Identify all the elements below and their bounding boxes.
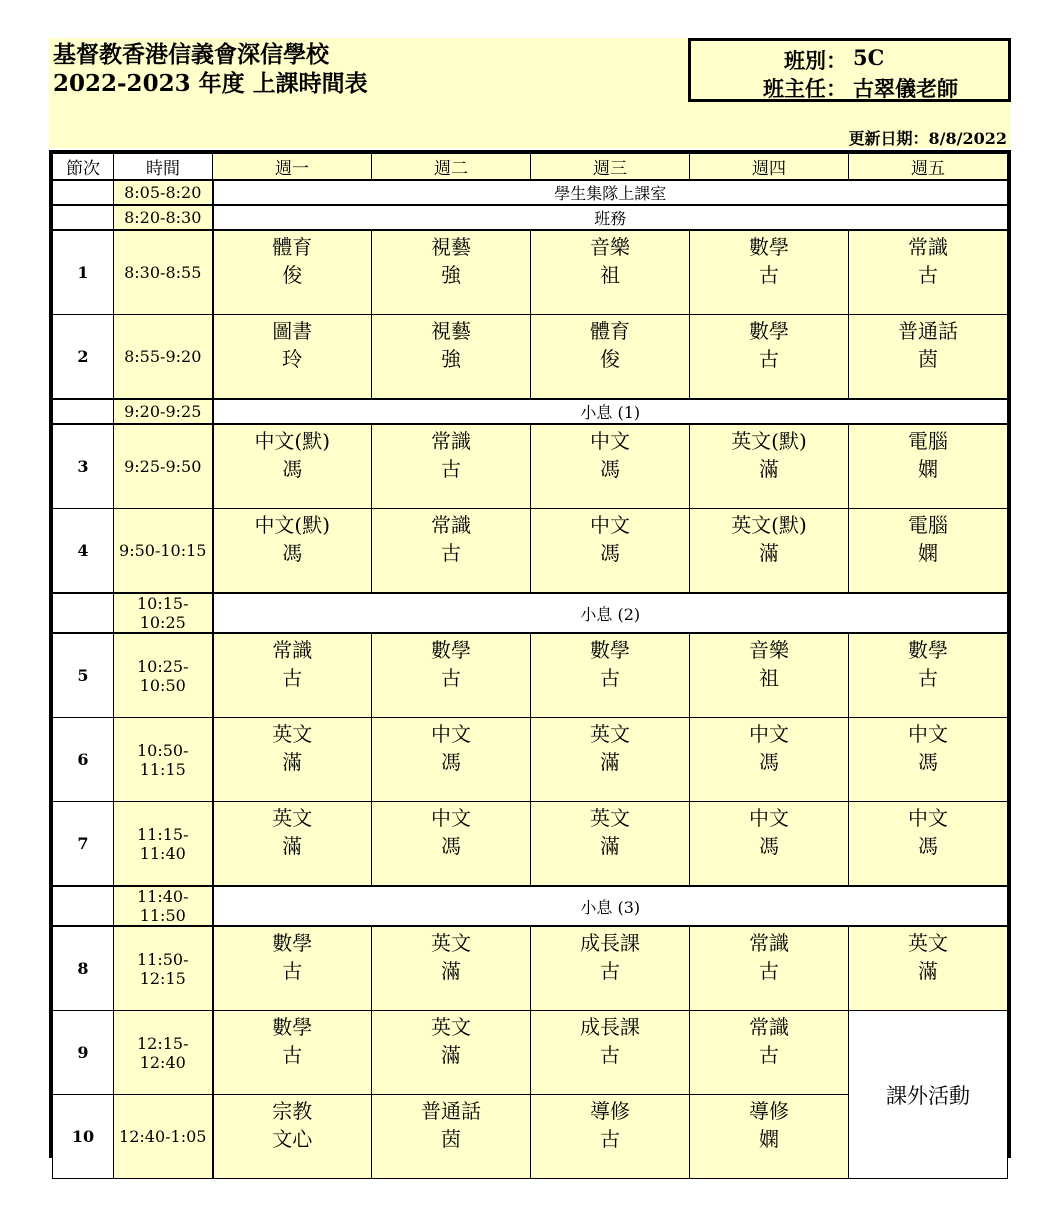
lesson-teacher: 古 <box>600 959 620 983</box>
lesson-subject: 視藝 <box>431 319 471 343</box>
lesson-subject: 中文 <box>749 722 789 746</box>
teacher-label: 班主任： <box>763 76 847 101</box>
lesson-cell <box>849 315 1008 400</box>
lesson-subject: 普通話 <box>898 319 958 343</box>
lesson-subject: 中文(默) <box>254 429 331 453</box>
lesson-teacher: 文心 <box>272 1127 313 1151</box>
period-number <box>53 205 114 230</box>
break-label: 小息 (1) <box>213 399 1008 424</box>
lesson-subject: 體育 <box>590 319 630 343</box>
period-number <box>53 593 114 633</box>
period-number: 9 <box>53 1011 114 1095</box>
lesson-subject: 數學 <box>908 638 948 662</box>
lesson-cell <box>690 633 849 718</box>
lesson-subject: 常識 <box>431 429 471 453</box>
lesson-subject: 英文 <box>590 806 630 830</box>
lesson-row <box>53 509 1008 594</box>
lesson-subject: 數學 <box>749 235 789 259</box>
timetable-header <box>49 38 1011 148</box>
header-period: 節次 <box>53 154 114 181</box>
lesson-subject: 導修 <box>749 1099 789 1123</box>
lesson-subject: 數學 <box>272 1015 313 1039</box>
lesson-teacher: 嫻 <box>759 1127 779 1151</box>
lesson-teacher: 滿 <box>600 750 620 774</box>
period-number: 10 <box>53 1095 114 1179</box>
lesson-subject: 圖書 <box>272 319 313 343</box>
lesson-cell <box>690 718 849 802</box>
break-row <box>53 593 1008 633</box>
header-day: 週二 <box>372 154 531 181</box>
period-time: 8:30-8:55 <box>114 230 213 315</box>
lesson-cell <box>690 315 849 400</box>
lesson-cell <box>849 509 1008 594</box>
lesson-cell <box>213 230 372 315</box>
lesson-teacher: 嫻 <box>918 541 938 565</box>
period-time: 10:50-11:15 <box>114 718 213 802</box>
lesson-teacher: 古 <box>282 666 303 690</box>
lesson-cell <box>372 802 531 887</box>
lesson-cell <box>690 1011 849 1095</box>
break-row <box>53 180 1008 205</box>
lesson-subject: 英文(默) <box>731 513 807 537</box>
lesson-subject: 常識 <box>908 235 948 259</box>
lesson-teacher: 滿 <box>759 541 779 565</box>
period-number <box>53 399 114 424</box>
lesson-row <box>53 926 1008 1011</box>
lesson-subject: 導修 <box>590 1099 630 1123</box>
period-number: 5 <box>53 633 114 718</box>
teacher-value: 古翠儀老師 <box>853 76 958 101</box>
lesson-teacher: 古 <box>600 1127 620 1151</box>
lesson-cell <box>849 230 1008 315</box>
lesson-teacher: 茵 <box>918 347 938 371</box>
lesson-teacher: 馮 <box>600 457 620 481</box>
lesson-cell <box>531 1095 690 1179</box>
lesson-teacher: 馮 <box>441 834 461 858</box>
lesson-subject: 數學 <box>272 931 313 955</box>
lesson-subject: 電腦 <box>908 513 948 537</box>
lesson-cell <box>213 802 372 887</box>
class-label: 班別： <box>784 48 847 73</box>
lesson-subject: 中文 <box>590 513 630 537</box>
lesson-teacher: 強 <box>441 347 461 371</box>
period-time: 8:20-8:30 <box>114 205 213 230</box>
period-time: 12:15-12:40 <box>114 1011 213 1095</box>
lesson-cell <box>849 718 1008 802</box>
lesson-teacher: 古 <box>759 1043 779 1067</box>
lesson-subject: 成長課 <box>580 1015 640 1039</box>
extracurricular-activity: 課外活動 <box>849 1011 1008 1179</box>
lesson-teacher: 馮 <box>759 834 779 858</box>
header-day: 週一 <box>213 154 372 181</box>
updated-date: 更新日期：8/8/2022 <box>848 129 1007 148</box>
period-time: 9:25-9:50 <box>114 424 213 509</box>
lesson-cell <box>213 633 372 718</box>
period-number <box>53 886 114 926</box>
lesson-subject: 常識 <box>749 931 789 955</box>
timetable-grid <box>49 150 1011 1158</box>
lesson-cell <box>849 633 1008 718</box>
lesson-teacher: 古 <box>282 959 303 983</box>
period-time: 10:25-10:50 <box>114 633 213 718</box>
lesson-teacher: 俊 <box>600 347 620 371</box>
lesson-subject: 常識 <box>431 513 471 537</box>
lesson-subject: 英文 <box>590 722 630 746</box>
lesson-teacher: 俊 <box>282 263 303 287</box>
lesson-subject: 中文 <box>431 806 471 830</box>
lesson-cell <box>372 718 531 802</box>
lesson-teacher: 滿 <box>759 457 779 481</box>
lesson-cell <box>531 718 690 802</box>
lesson-subject: 中文 <box>749 806 789 830</box>
lesson-cell <box>372 1095 531 1179</box>
lesson-teacher: 古 <box>600 666 620 690</box>
lesson-teacher: 馮 <box>282 457 303 481</box>
break-label: 學生集隊上課室 <box>213 180 1008 205</box>
lesson-teacher: 玲 <box>282 347 303 371</box>
lesson-cell <box>213 424 372 509</box>
lesson-subject: 中文(默) <box>254 513 331 537</box>
period-time: 11:50-12:15 <box>114 926 213 1011</box>
lesson-cell <box>372 315 531 400</box>
lesson-teacher: 古 <box>600 1043 620 1067</box>
lesson-teacher: 馮 <box>918 750 938 774</box>
break-row <box>53 399 1008 424</box>
lesson-cell <box>849 424 1008 509</box>
period-time: 11:15-11:40 <box>114 802 213 887</box>
lesson-cell <box>690 230 849 315</box>
lesson-teacher: 古 <box>918 263 938 287</box>
period-time: 8:05-8:20 <box>114 180 213 205</box>
lesson-subject: 常識 <box>272 638 313 662</box>
lesson-cell <box>372 424 531 509</box>
break-label: 小息 (2) <box>213 593 1008 633</box>
lesson-row <box>53 424 1008 509</box>
school-title-block <box>53 40 368 98</box>
lesson-cell <box>531 802 690 887</box>
header-row <box>53 154 1008 181</box>
header-day: 週三 <box>531 154 690 181</box>
lesson-cell <box>213 718 372 802</box>
lesson-cell <box>213 926 372 1011</box>
lesson-cell <box>213 1011 372 1095</box>
lesson-subject: 英文 <box>272 806 313 830</box>
period-time: 12:40-1:05 <box>114 1095 213 1179</box>
lesson-subject: 體育 <box>272 235 313 259</box>
period-time: 11:40-11:50 <box>114 886 213 926</box>
lesson-subject: 電腦 <box>908 429 948 453</box>
lesson-cell <box>372 509 531 594</box>
lesson-subject: 成長課 <box>580 931 640 955</box>
lesson-subject: 宗教 <box>272 1099 313 1123</box>
lesson-cell <box>213 315 372 400</box>
lesson-cell <box>372 230 531 315</box>
lesson-teacher: 馮 <box>759 750 779 774</box>
lesson-subject: 中文 <box>590 429 630 453</box>
header-day: 週四 <box>690 154 849 181</box>
break-row <box>53 886 1008 926</box>
lesson-cell <box>531 926 690 1011</box>
header-day: 週五 <box>849 154 1008 181</box>
lesson-row <box>53 230 1008 315</box>
lesson-row <box>53 633 1008 718</box>
period-time: 10:15-10:25 <box>114 593 213 633</box>
lesson-cell <box>690 926 849 1011</box>
lesson-cell <box>531 315 690 400</box>
lesson-teacher: 茵 <box>441 1127 461 1151</box>
lesson-teacher: 滿 <box>282 834 303 858</box>
timetable-table <box>52 153 1008 1179</box>
lesson-cell <box>690 802 849 887</box>
lesson-subject: 數學 <box>590 638 630 662</box>
timetable-sheet <box>49 38 1011 1151</box>
lesson-cell <box>531 1011 690 1095</box>
lesson-subject: 中文 <box>431 722 471 746</box>
period-number: 3 <box>53 424 114 509</box>
class-value: 5C <box>853 45 885 70</box>
lesson-cell <box>531 424 690 509</box>
lesson-subject: 數學 <box>431 638 471 662</box>
lesson-cell <box>690 424 849 509</box>
lesson-subject: 英文 <box>272 722 313 746</box>
header-time: 時間 <box>114 154 213 181</box>
lesson-teacher: 滿 <box>918 959 938 983</box>
lesson-subject: 視藝 <box>431 235 471 259</box>
lesson-cell <box>849 802 1008 887</box>
period-number <box>53 180 114 205</box>
period-number: 8 <box>53 926 114 1011</box>
lesson-subject: 英文 <box>431 1015 471 1039</box>
lesson-teacher: 古 <box>759 347 779 371</box>
lesson-subject: 常識 <box>749 1015 789 1039</box>
lesson-teacher: 祖 <box>759 666 779 690</box>
lesson-teacher: 滿 <box>441 959 461 983</box>
break-label: 小息 (3) <box>213 886 1008 926</box>
lesson-teacher: 馮 <box>282 541 303 565</box>
period-number: 2 <box>53 315 114 400</box>
lesson-subject: 英文 <box>908 931 948 955</box>
lesson-teacher: 強 <box>441 263 461 287</box>
lesson-cell <box>690 1095 849 1179</box>
lesson-teacher: 馮 <box>600 541 620 565</box>
period-number: 1 <box>53 230 114 315</box>
period-time: 8:55-9:20 <box>114 315 213 400</box>
lesson-cell <box>690 509 849 594</box>
break-row <box>53 205 1008 230</box>
lesson-subject: 英文(默) <box>731 429 807 453</box>
class-info-box <box>688 38 1011 102</box>
lesson-teacher: 滿 <box>600 834 620 858</box>
lesson-teacher: 古 <box>759 263 779 287</box>
period-number: 4 <box>53 509 114 594</box>
period-number: 7 <box>53 802 114 887</box>
lesson-teacher: 古 <box>441 457 461 481</box>
lesson-subject: 普通話 <box>421 1099 481 1123</box>
lesson-teacher: 古 <box>282 1043 303 1067</box>
lesson-row <box>53 802 1008 887</box>
lesson-teacher: 滿 <box>282 750 303 774</box>
lesson-cell <box>531 230 690 315</box>
lesson-teacher: 古 <box>441 666 461 690</box>
lesson-row <box>53 315 1008 400</box>
lesson-cell <box>372 633 531 718</box>
lesson-cell <box>531 509 690 594</box>
break-label: 班務 <box>213 205 1008 230</box>
lesson-teacher: 古 <box>759 959 779 983</box>
lesson-cell <box>531 633 690 718</box>
lesson-subject: 數學 <box>749 319 789 343</box>
lesson-cell <box>213 509 372 594</box>
lesson-row <box>53 718 1008 802</box>
period-time: 9:20-9:25 <box>114 399 213 424</box>
lesson-cell <box>213 1095 372 1179</box>
lesson-subject: 中文 <box>908 722 948 746</box>
lesson-subject: 英文 <box>431 931 471 955</box>
lesson-teacher: 馮 <box>918 834 938 858</box>
lesson-teacher: 滿 <box>441 1043 461 1067</box>
school-name: 基督教香港信義會深信學校 <box>53 41 329 68</box>
lesson-row <box>53 1011 1008 1095</box>
lesson-subject: 音樂 <box>590 235 630 259</box>
lesson-teacher: 古 <box>918 666 938 690</box>
lesson-cell <box>372 1011 531 1095</box>
lesson-cell <box>849 926 1008 1011</box>
lesson-teacher: 馮 <box>441 750 461 774</box>
period-number: 6 <box>53 718 114 802</box>
year-title: 2022-2023 年度 上課時間表 <box>53 70 368 97</box>
lesson-subject: 中文 <box>908 806 948 830</box>
lesson-teacher: 嫻 <box>918 457 938 481</box>
lesson-teacher: 祖 <box>600 263 620 287</box>
lesson-subject: 音樂 <box>749 638 789 662</box>
lesson-teacher: 古 <box>441 541 461 565</box>
period-time: 9:50-10:15 <box>114 509 213 594</box>
lesson-cell <box>372 926 531 1011</box>
